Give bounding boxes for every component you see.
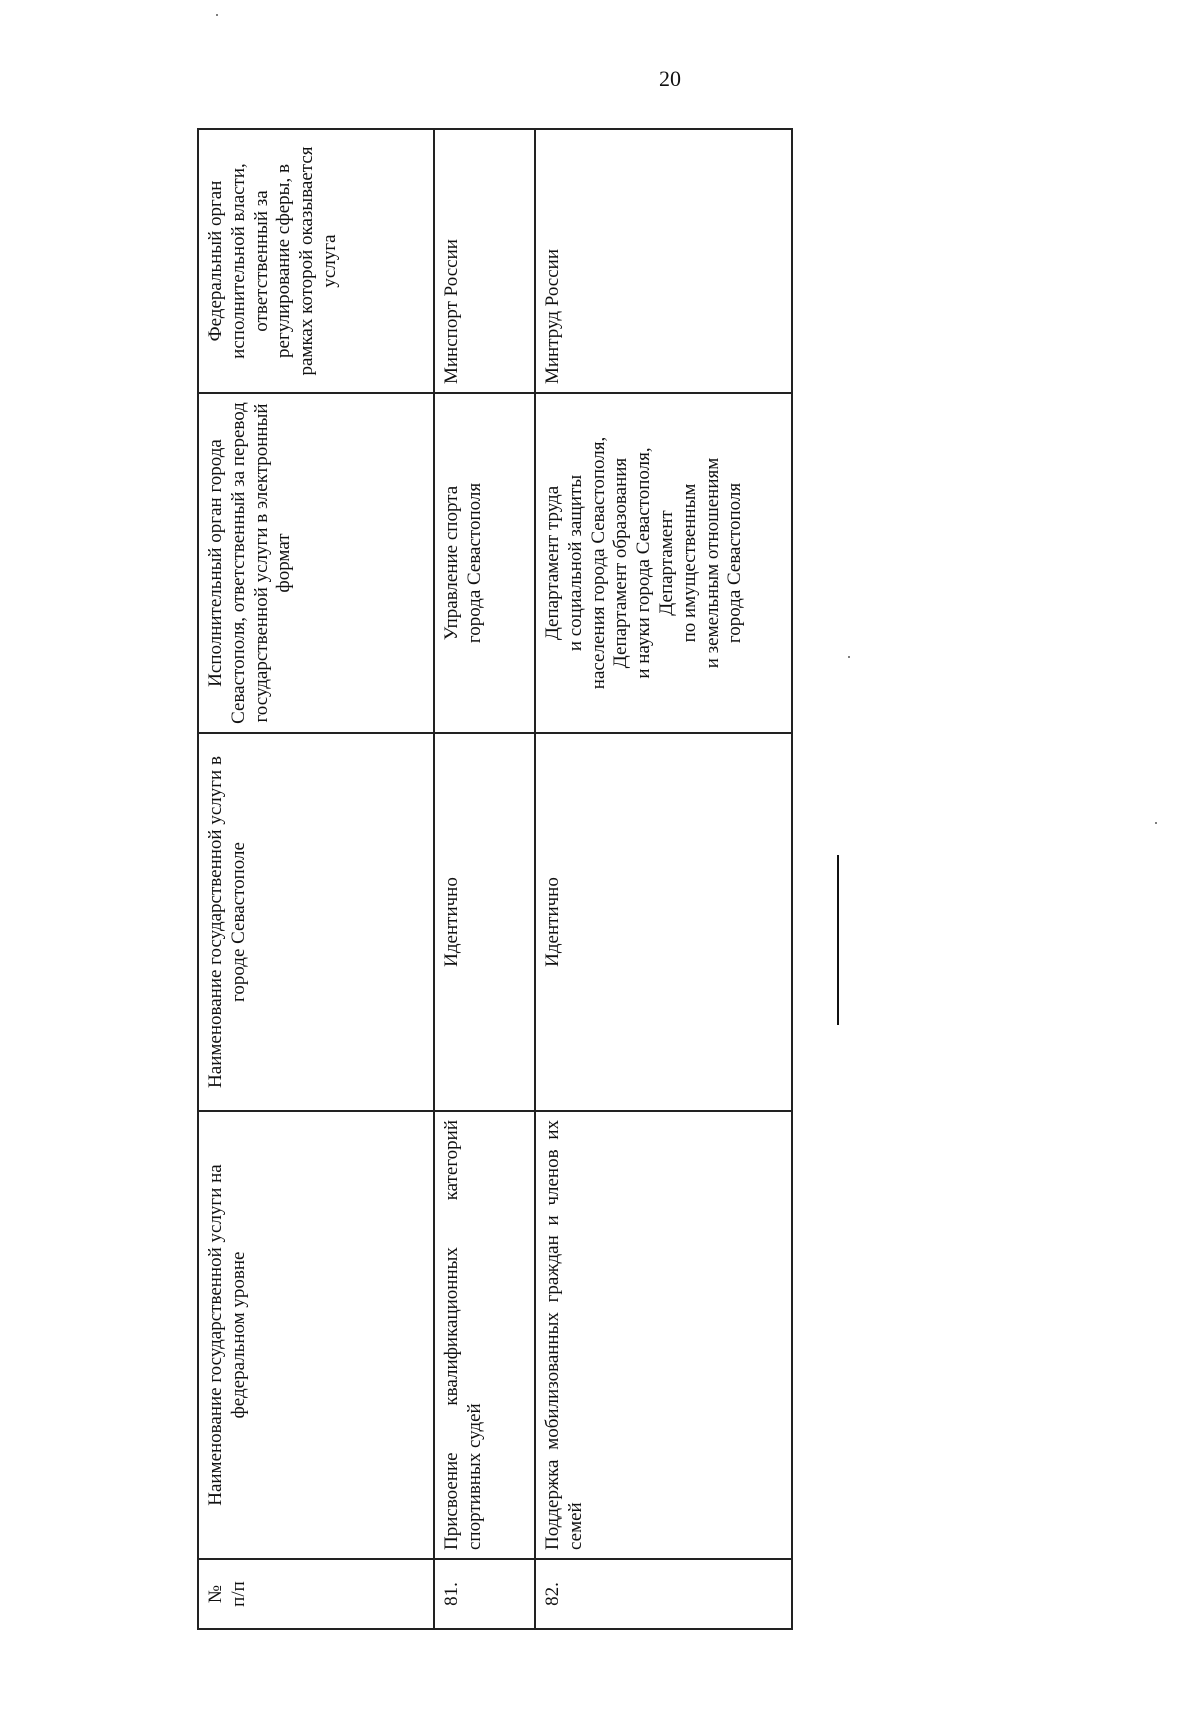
table-header-row <box>198 129 434 1629</box>
header-sevastopol-service: Наименование государственной услуги в городе Севастополе <box>198 733 434 1111</box>
table-row <box>535 129 792 1629</box>
services-table <box>197 128 793 1630</box>
scan-speck <box>848 656 850 658</box>
header-federal-service: Наименование государственной услуги на федеральном уровне <box>198 1111 434 1559</box>
page-number: 20 <box>659 66 681 91</box>
row-number: 82. <box>535 1559 792 1629</box>
scan-speck <box>1155 822 1157 824</box>
federal-service-name: Присвоение квалификационных категорий спортивных судей <box>434 1111 535 1559</box>
separator-line <box>837 855 839 1025</box>
federal-service-name: Поддержка мобилизованных граждан и членов их семей <box>535 1111 792 1559</box>
sevastopol-service-name: Идентично <box>434 733 535 1111</box>
executive-body: Департамент труда и социальной защиты населения города Севастополя, Департамент образования и науки города Севастополя, Департамент по имущественным и земельным отношениям города Севастополя <box>535 393 792 733</box>
sevastopol-service-name: Идентично <box>535 733 792 1111</box>
row-number: 81. <box>434 1559 535 1629</box>
federal-authority: Минтруд России <box>535 129 792 393</box>
header-federal-authority: Федеральный орган исполнительной власти, ответственный за регулирование сферы, в рамках которой оказывается услуга <box>198 129 434 393</box>
scan-speck <box>216 14 218 16</box>
rotated-table <box>197 130 791 1630</box>
header-executive-body: Исполнительный орган города Севастополя, ответственный за перевод государственной услуги в электронный формат <box>198 393 434 733</box>
executive-body: Управление спорта города Севастополя <box>434 393 535 733</box>
federal-authority: Минспорт России <box>434 129 535 393</box>
header-num: № п/п <box>198 1559 434 1629</box>
rotated-table-frame <box>197 130 791 1630</box>
table-row <box>434 129 535 1629</box>
